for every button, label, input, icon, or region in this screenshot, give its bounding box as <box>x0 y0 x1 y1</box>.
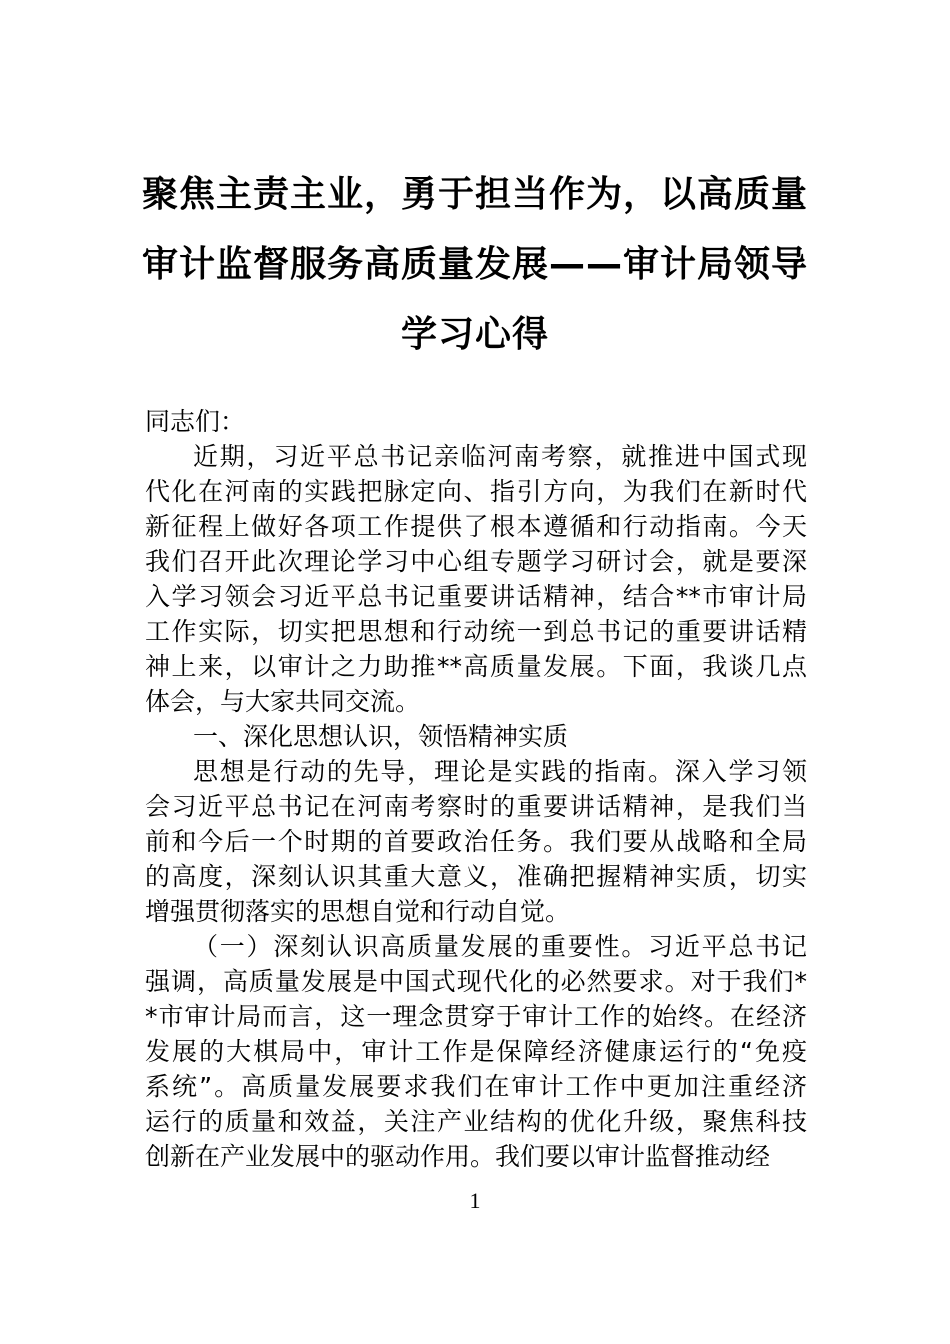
text-line: 同志们： <box>145 407 246 436</box>
paragraph <box>145 719 807 754</box>
paragraph <box>145 439 807 719</box>
text-line: 增强贯彻落实的思想自觉和行动自觉。 <box>145 897 571 926</box>
text-line: 前和今后一个时期的首要政治任务。我们要从战略和全局 <box>145 827 807 856</box>
document-title <box>0 160 950 370</box>
text-line: 的高度，深刻认识其重大意义，准确把握精神实质，切实 <box>145 862 807 891</box>
text-line: *市审计局而言，这一理念贯穿于审计工作的始终。在经济 <box>145 1002 807 1031</box>
text-line: 系统”。高质量发展要求我们在审计工作中更加注重经济 <box>145 1072 807 1101</box>
paragraph <box>145 929 807 1174</box>
text-line: 一、深化思想认识，领悟精神实质 <box>193 722 569 751</box>
paragraph <box>145 754 807 929</box>
document-body <box>145 404 807 1174</box>
text-line: 近期，习近平总书记亲临河南考察，就推进中国式现 <box>193 442 807 471</box>
text-line: 强调，高质量发展是中国式现代化的必然要求。对于我们* <box>145 967 807 996</box>
text-line: 我们召开此次理论学习中心组专题学习研讨会，就是要深 <box>145 547 807 576</box>
text-line: 神上来，以审计之力助推**高质量发展。下面，我谈几点 <box>145 652 807 681</box>
title-line: 学习心得 <box>400 314 549 355</box>
text-line: 运行的质量和效益，关注产业结构的优化升级，聚焦科技 <box>145 1107 807 1136</box>
title-line: 聚焦主责主业，勇于担当作为，以高质量 <box>141 174 808 215</box>
title-line: 审计监督服务高质量发展——审计局领导 <box>141 244 808 285</box>
page-number: 1 <box>469 1188 481 1213</box>
text-line: 代化在河南的实践把脉定向、指引方向，为我们在新时代 <box>145 477 807 506</box>
text-line: （一）深刻认识高质量发展的重要性。习近平总书记 <box>193 932 807 961</box>
text-line: 思想是行动的先导，理论是实践的指南。深入学习领 <box>193 757 807 786</box>
text-line: 新征程上做好各项工作提供了根本遵循和行动指南。今天 <box>145 512 807 541</box>
text-line: 创新在产业发展中的驱动作用。我们要以审计监督推动经 <box>145 1142 771 1171</box>
text-line: 会习近平总书记在河南考察时的重要讲话精神，是我们当 <box>145 792 807 821</box>
text-line: 入学习领会习近平总书记重要讲话精神，结合**市审计局 <box>145 582 807 611</box>
text-line: 工作实际，切实把思想和行动统一到总书记的重要讲话精 <box>145 617 807 646</box>
paragraph <box>145 404 807 439</box>
text-line: 体会，与大家共同交流。 <box>145 687 421 716</box>
text-line: 发展的大棋局中，审计工作是保障经济健康运行的“免疫 <box>145 1037 807 1066</box>
